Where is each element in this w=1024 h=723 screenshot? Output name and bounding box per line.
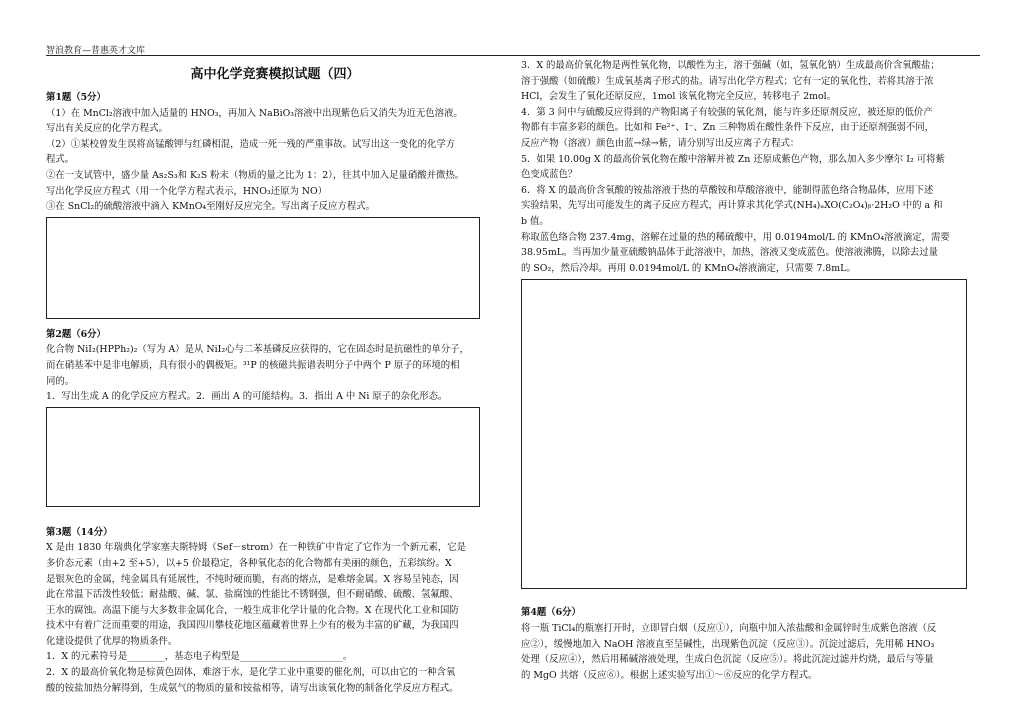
q4-line: 应②），缓慢地加入 NaOH 溶液直至呈碱性，出现紫色沉淀（反应③）。沉淀过滤后，先用稀 HNO₃ bbox=[521, 638, 935, 650]
q4-line: 处理（反应④），然后用稀碱溶液处理，生成白色沉淀（反应⑤）。将此沉淀过滤并灼烧，最后与等量 bbox=[521, 654, 934, 666]
q3-line: 多价态元素（由+2 至+5），以+5 价最稳定，各种氧化态的化合物都有美丽的颜色，五彩缤纷。X bbox=[46, 557, 452, 569]
q1-line: 写出有关反应的化学方程式。 bbox=[46, 123, 168, 135]
header-source: 智浪教育—普惠英才文库 bbox=[46, 46, 146, 56]
q3-cont-line: 38.95mL。当再加少量亚硫酸钠晶体于此溶液中，加热，溶液又变成蓝色。使溶液沸腾，以除去过量 bbox=[521, 247, 938, 259]
q2-line: 同的。 bbox=[46, 375, 75, 387]
q3-cont-line: 溶于强酸（如硫酸）生成氧基离子形式的盐。请写出化学方程式；它有一定的氧化性，若将其溶于浓 bbox=[521, 75, 934, 87]
page-title: 高中化学竞赛模拟试题（四） bbox=[190, 67, 360, 82]
header-divider bbox=[46, 55, 980, 56]
q2-line: 而在硝基苯中是非电解质，具有很小的偶极矩。³¹P 的核磁共振谱表明分子中两个 P 原子的环境的相 bbox=[46, 359, 460, 371]
q2-answer-box[interactable] bbox=[46, 407, 480, 507]
q3-line: 是银灰色的金属，纯金属具有延展性，不纯时硬而脆，有高的熔点，是难熔金属。X 容易呈钝态，因 bbox=[46, 573, 459, 585]
q1-heading: 第1题（5分） bbox=[46, 92, 106, 103]
q2-line: 1．写出生成 A 的化学反应方程式。2．画出 A 的可能结构。3．指出 A 中 Ni 原子的杂化形态。 bbox=[46, 391, 448, 403]
q3-cont-line: 色变成蓝色？ bbox=[521, 169, 578, 181]
q3-answer-box[interactable] bbox=[521, 279, 967, 589]
q2-heading: 第2题（6分） bbox=[46, 328, 106, 340]
q3-line: 技术中有着广泛而重要的用途，我国四川攀枝花地区蕴藏着世界上少有的极为丰富的矿藏，为我国四 bbox=[46, 620, 459, 632]
q3-cont-line: HCl，会发生了氧化还原反应，1mol 该氧化物完全反应，转移电子 2mol。 bbox=[521, 91, 837, 103]
q3-line: 化建设提供了优厚的物质条件。 bbox=[46, 635, 178, 647]
q3-heading: 第3题（14分） bbox=[46, 526, 113, 538]
q4-line: 将一瓶 TiCl₄的瓶塞打开时，立即冒白烟（反应①），向瓶中加入浓盐酸和金属锌时生成紫色溶液（反 bbox=[521, 622, 937, 634]
q1-line: 写出化学反应方程式（用一个化学方程式表示，HNO₃还原为 NO） bbox=[46, 185, 328, 197]
q3-line: X 是由 1830 年瑞典化学家塞夫斯特姆（Sef－strom）在一种铁矿中肯定了它作为一个新元素，它是 bbox=[46, 542, 467, 554]
q1-line: ②在一支试管中，盛少量 As₂S₃和 K₂S 粉末（物质的量之比为 1：2），往其中加入足量硝酸并微热。 bbox=[46, 169, 465, 181]
q1-answer-box[interactable] bbox=[46, 217, 480, 319]
q3-cont-line: 物都有丰富多彩的颜色。比如和 Fe²⁺、I⁻、Zn 三种物质在酸性条件下反应，由于还原剂强弱不同， bbox=[521, 122, 935, 134]
q3-cont-line: 实验结果，先写出可能发生的离子反应方程式，再计算求其化学式(NH₄)ₐXO(C₂O₄)ᵦ·2H₂O 中的 a 和 bbox=[521, 200, 943, 212]
q3-cont-line: 反应产物（溶液）颜色由蓝→绿→紫，请分别写出反应离子方程式： bbox=[521, 137, 800, 149]
q3-cont-line: 的 SO₂，然后冷却。再用 0.0194mol/L 的 KMnO₄溶液滴定，只需要 7.8mL。 bbox=[521, 262, 856, 274]
q4-line: 的 MgO 共熔（反应⑥）。根据上述实验写出①～⑥反应的化学方程式。 bbox=[521, 669, 818, 681]
q3-cont-line: b 值。 bbox=[521, 215, 549, 227]
q3-cont-line: 4．第 3 问中与硫酸反应得到的产物阳离子有较强的氧化剂，能与许多还原剂反应，被还原的低价产 bbox=[521, 106, 933, 118]
q3-cont-line: 6．将 X 的最高价含氧酸的铵盐溶液于热的草酸铵和草酸溶液中，能制得蓝色络合物晶体，应用下述 bbox=[521, 184, 934, 196]
right-column bbox=[521, 58, 979, 683]
q1-line: （2）①某校曾发生误将高锰酸钾与红磷相混，造成一死一残的严重事故。试写出这一变化的化学方 bbox=[46, 138, 456, 150]
q1-line: （1）在 MnCl₂溶液中加入适量的 HNO₃，再加入 NaBiO₃溶液中出现紫色后又消失为近无色溶液。 bbox=[46, 107, 463, 119]
q2-line: 化合物 NiI₂(HPPh₂)₂（写为 A）是从 NiI₂心与二苯基磷反应获得的，它在固态时是抗磁性的单分子， bbox=[46, 344, 469, 356]
q3-line: 1．X 的元素符号是________，基态电子构型是______________________。 bbox=[46, 651, 353, 663]
q1-line: ③在 SnCl₂的硫酸溶液中滴入 KMnO₄至刚好反应完全。写出离子反应方程式。 bbox=[46, 201, 375, 213]
q3-cont-line: 称取蓝色络合物 237.4mg，溶解在过量的热的稀硫酸中，用 0.0194mol/L 的 KMnO₄溶液滴定，需要 bbox=[521, 231, 950, 243]
q3-cont-line: 3．X 的最高价氧化物是两性氧化物，以酸性为主，溶于强碱（如，氢氧化钠）生成最高价含氧酸盐； bbox=[521, 60, 940, 71]
q3-line: 酸的铵盐加热分解得到，生成氨气的物质的量和铵盐相等，请写出该氧化物的制备化学反应方程式。 bbox=[46, 682, 459, 694]
q1-line: 程式。 bbox=[46, 154, 75, 166]
q3-line: 2．X 的最高价氧化物是棕黄色固体，难溶于水，是化学工业中重要的催化剂，可以由它的一种含氧 bbox=[46, 667, 456, 679]
q3-line: 王水的腐蚀。高温下能与大多数非金属化合，一般生成非化学计量的化合物。X 在现代化工业和国防 bbox=[46, 604, 459, 616]
q4-heading: 第4题（6分） bbox=[521, 607, 581, 619]
left-column bbox=[46, 66, 504, 696]
q3-cont-line: 5．如果 10.00g X 的最高价氧化物在酸中溶解并被 Zn 还原成紫色产物，那么加入多少摩尔 I₂ 可将紫 bbox=[521, 153, 945, 165]
q3-line: 此在常温下活泼性较低；耐盐酸、碱、氯、盐腐蚀的性能比不锈钢强，但不耐硝酸、硫酸、氢氟酸、 bbox=[46, 589, 459, 601]
